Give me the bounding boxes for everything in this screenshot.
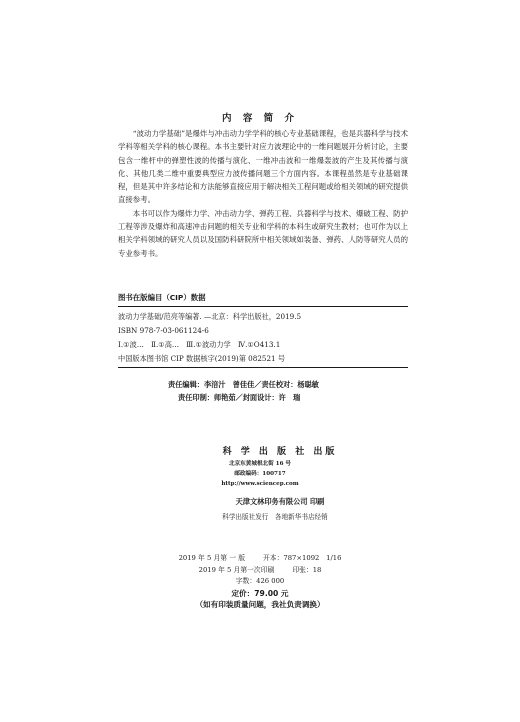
credits [0, 378, 520, 404]
cip-title: 图书在版编目（CIP）数据 [118, 292, 408, 307]
cip-catalog-number: 中国版本图书馆 CIP 数据核字(2019)第 082521 号 [118, 352, 408, 368]
credits-production: 责任印制：师艳茹／封面设计：许 瑞 [178, 393, 301, 402]
cip-bibliographic-line: 波动力学基础/范亮等编著. —北京：科学出版社，2019.5 [118, 312, 302, 321]
printer-name: 天津文林印务有限公司 印刷 [235, 497, 325, 506]
quality-notice: （如有印装质量问题，我社负责调换） [195, 600, 325, 609]
edition-block [0, 553, 520, 611]
intro-body [118, 127, 408, 260]
cip-block [118, 292, 408, 368]
printing-row [0, 565, 520, 577]
credits-editors: 责任编辑：李涪汁 曾佳佳／责任校对：杨聪敏 [168, 380, 319, 389]
cip-isbn: ISBN 978-7-03-061124-6 [118, 326, 209, 335]
first-printing: 2019 年 5 月第一次印刷 [198, 565, 275, 574]
book-format: 开本：787×1092 1/16 [263, 554, 342, 562]
price: 定价：79.00 元 [231, 588, 289, 598]
word-count: 字数：426 000 [235, 577, 285, 585]
edition-row [0, 553, 520, 565]
publisher-address: 北京东黄城根北街 16 号 [228, 461, 292, 467]
first-edition: 2019 年 5 月第 一 版 [178, 554, 245, 562]
publisher-postcode: 邮政编码：100717 [234, 471, 286, 477]
intro-paragraph: 本书可以作为爆炸力学、冲击动力学、弹药工程、兵器科学与技术、爆破工程、防护工程等涉及爆炸和高速冲击问题的相关专业和学科的本科生或研究生教材；也可作为以上相关学科领域的研究人员以及国防科研院所中相关领域如装备、弹药、人防等研究人员的专业参考书。 [118, 208, 408, 258]
distribution-line: 科学出版社发行 各地新华书店经销 [222, 513, 328, 521]
publisher-website: http://www.sciencep.com [221, 481, 299, 487]
publisher-block [0, 444, 520, 521]
intro-paragraph: “波动力学基础”是爆炸与冲击动力学学科的核心专业基础课程，也是兵器科学与技术学科等相关学科的核心课程。本书主要针对应力波理论中的一维问题展开分析讨论，主要包含一维杆中的弹塑性波的传播与演化、一维冲击波和一维爆轰波的产生及其传播与演化、其他几类二维中重要典型应力波传播问题三个方面内容。本课程虽然是专业基础课程，但是其中许多结论和方法能够直接应用于解决相关工程问题或给相关领域的研究提供直接参考。 [118, 129, 408, 205]
print-sheets: 印张：18 [292, 565, 322, 574]
publisher-name: 科 学 出 版 社 出版 [222, 447, 338, 457]
cip-subject-terms: Ⅰ.①波… Ⅱ.①高… Ⅲ.①波动力学 Ⅳ.①O413.1 [118, 340, 281, 349]
intro-heading: 内 容 简 介 [222, 113, 298, 124]
